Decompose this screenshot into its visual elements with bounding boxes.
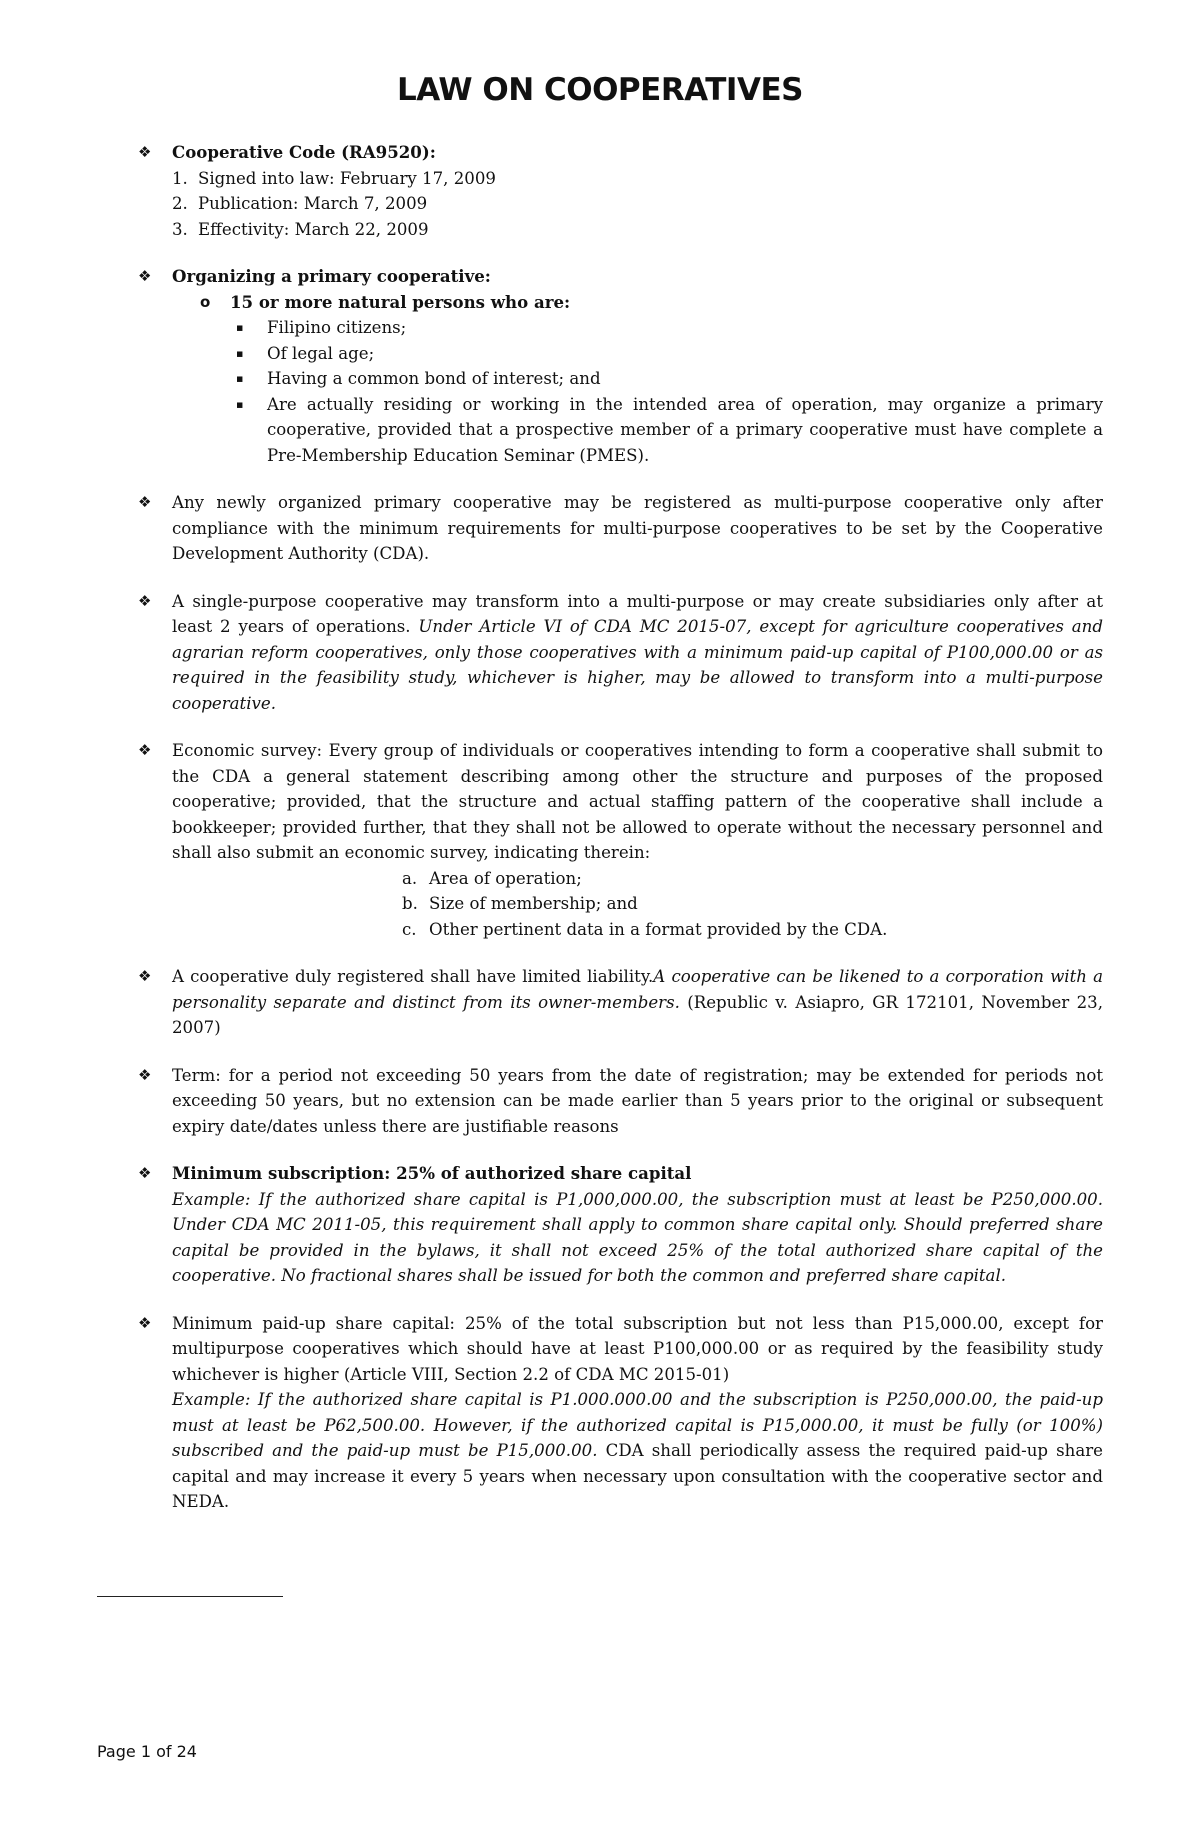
- list-item: ▪ Filipino citizens;: [230, 315, 1103, 341]
- paragraph: Economic survey: Every group of individuals or cooperatives intending to form a cooperative shall submit to the CDA a general statement describing among other the structure and purposes of the proposed cooperative; provided, that the structure and actual staffing pattern of the cooperative shall include a bookkeeper; provided further, that they shall not be allowed to operate without the necessary personnel and shall also submit an economic survey, indicating therein:: [172, 741, 1103, 862]
- list-item: 3. Effectivity: March 22, 2009: [172, 219, 429, 239]
- section-term: [138, 1063, 1103, 1140]
- list-item: 1. Signed into law: February 17, 2009: [172, 168, 496, 188]
- paragraph: Term: for a period not exceeding 50 years from the date of registration; may be extended for periods not exceeding 50 years, but no extension can be made earlier than 5 years prior to the original or subsequent expiry date/dates unless there are justifiable reasons: [172, 1065, 1103, 1136]
- list-item: a. Area of operation;: [402, 868, 582, 888]
- paragraph: A cooperative duly registered shall have limited liability.A cooperative can be likened to a corporation with a personality separate and distinct from its owner-members. (Republic v. Asiapro, GR 172101, November 23, 2007): [172, 967, 1103, 1037]
- numbered-list: [172, 166, 1103, 243]
- lettered-list: [402, 866, 1103, 943]
- sub-list: [194, 290, 1103, 316]
- document-body: [138, 140, 1103, 1537]
- square-bullet-icon: ▪: [236, 346, 244, 360]
- section-organizing: [138, 264, 1103, 468]
- square-bullet-icon: ▪: [236, 321, 244, 334]
- section-cooperative-code: [138, 140, 1103, 242]
- diamond-bullet-icon: ❖: [138, 1313, 152, 1332]
- section-limited-liability: [138, 964, 1103, 1041]
- diamond-bullet-icon: ❖: [138, 741, 152, 759]
- page-number: Page 1 of 24: [97, 1742, 197, 1761]
- diamond-bullet-icon: ❖: [138, 143, 152, 161]
- diamond-bullet-icon: ❖: [138, 267, 152, 285]
- section-economic-survey: [138, 738, 1103, 942]
- paragraph: Any newly organized primary cooperative may be registered as multi-purpose cooperative only after compliance with the minimum requirements for multi-purpose cooperatives to be set by the Cooperative Development Authority (CDA).: [172, 493, 1103, 563]
- diamond-bullet-icon: ❖: [138, 1164, 152, 1182]
- circle-bullet-icon: o: [200, 292, 211, 311]
- example-paragraph: Example: If the authorized share capital is P1,000,000.00, the subscription must at least be P250,000.00. Under CDA MC 2011-05, this requirement shall apply to common share capital only. Should preferred share capital be provided in the bylaws, it shall not exceed 25% of the total authorized share capital of the cooperative. No fractional shares shall be issued for both the common and preferred share capital.: [172, 1189, 1103, 1285]
- list-item: b. Size of membership; and: [402, 894, 638, 913]
- paragraph: A single-purpose cooperative may transform into a multi-purpose or may create subsidiaries only after at least 2 years of operations. Under Article VI of CDA MC 2015-07, except for agriculture cooperatives and agrarian reform cooperatives, only those cooperatives with a minimum paid-up capital of P100,000.00 or as required in the feasibility study, whichever is higher, may be allowed to transform into a multi-purpose cooperative.: [172, 591, 1103, 713]
- section-multi-purpose: [138, 490, 1103, 567]
- square-bullet-icon: ▪: [236, 397, 244, 411]
- diamond-bullet-icon: ❖: [138, 1065, 152, 1084]
- section-heading: Cooperative Code (RA9520):: [172, 142, 436, 162]
- diamond-bullet-icon: ❖: [138, 591, 152, 610]
- section-minimum-subscription: [138, 1161, 1103, 1289]
- section-minimum-paid-up: [138, 1311, 1103, 1515]
- list-item: 2. Publication: March 7, 2009: [172, 194, 428, 213]
- square-bullet-icon: ▪: [236, 372, 244, 385]
- section-heading: Organizing a primary cooperative:: [172, 266, 491, 286]
- list-item: c. Other pertinent data in a format provided by the CDA.: [402, 919, 888, 939]
- section-heading: Minimum subscription: 25% of authorized share capital: [172, 1163, 692, 1183]
- list-item: o 15 or more natural persons who are:: [194, 290, 1103, 316]
- paragraph: Minimum paid-up share capital: 25% of the total subscription but not less than P15,000.00, except for multipurpose cooperatives which should have at least P100,000.00 or as required by the feasibility study whichever is higher (Article VIII, Section 2.2 of CDA MC 2015-01): [172, 1313, 1103, 1384]
- square-bullet-list: [230, 315, 1103, 468]
- list-item: ▪ Of legal age;: [230, 341, 1103, 367]
- footnote-divider: [97, 1596, 283, 1597]
- list-item: ▪ Are actually residing or working in the intended area of operation, may organize a primary cooperative, provided that a prospective member of a primary cooperative must have complete a Pre-Membership Education Seminar (PMES).: [230, 392, 1103, 469]
- diamond-bullet-icon: ❖: [138, 493, 152, 511]
- diamond-bullet-icon: ❖: [138, 967, 152, 985]
- example-paragraph: Example: If the authorized share capital is P1.000.000.00 and the subscription is P250,000.00, the paid-up must at least be P62,500.00. However, if the authorized capital is P15,000.00, it must be fully (or 100%) subscribed and the paid-up must be P15,000.00. CDA shall periodically assess the required paid-up share capital and may increase it every 5 years when necessary upon consultation with the cooperative sector and NEDA.: [172, 1390, 1103, 1511]
- page-title: LAW ON COOPERATIVES: [397, 72, 803, 108]
- list-item: ▪ Having a common bond of interest; and: [230, 366, 1103, 392]
- section-single-purpose: [138, 589, 1103, 717]
